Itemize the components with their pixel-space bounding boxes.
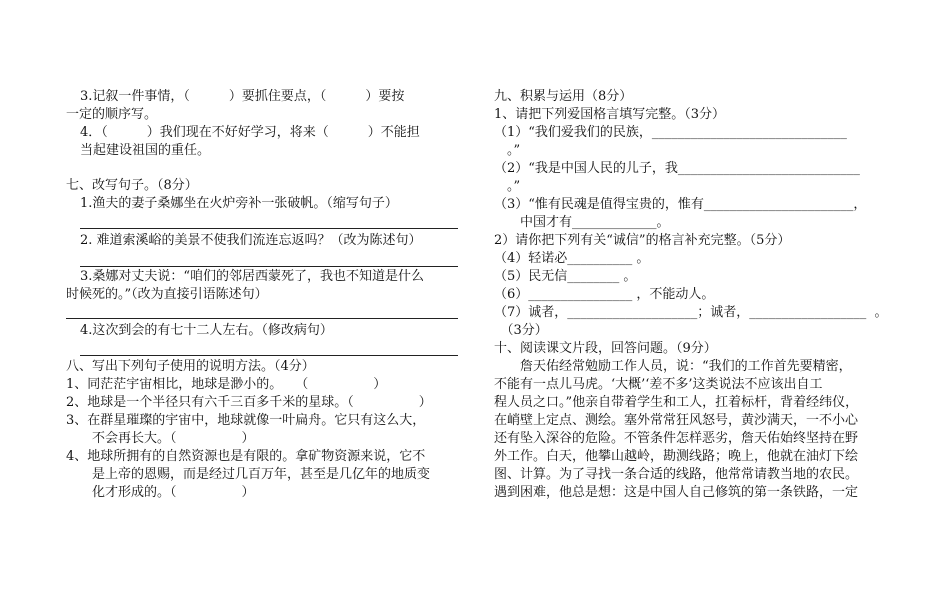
honesty-score: （3分） [494, 323, 548, 338]
passage-line-8: 遇到困难，他总是想：这是中国人自己修筑的第一条铁路，一定 [494, 485, 859, 500]
answer-line-4 [80, 355, 458, 356]
passage-line-3: 程人员之口。”他亲自带着学生和工人，扛着标杆，背着经纬仪， [494, 395, 859, 410]
passage-line-5: 还有坠入深谷的危险。不管条件怎样恶劣，詹天佑始终坚持在野 [494, 431, 859, 446]
rewrite-item-3-line-2: 时候死的。”（改为直接引语陈述句） [66, 287, 268, 302]
question-4-line-2: 当起建设祖国的重任。 [80, 143, 211, 158]
motto-item-2-end: 。” [494, 179, 521, 194]
section-9-title: 九、积累与运用（8分） [494, 89, 633, 104]
method-item-4-line-3: 化才形成的。（ ） [66, 485, 255, 500]
method-item-3-line-1: 3、在群星璀璨的宇宙中，地球就像一叶扁舟。它只有这么大， [66, 413, 426, 428]
answer-line-3 [66, 318, 458, 319]
passage-line-1: 詹天佑经常勉励工作人员，说：“我们的工作首先要精密， [494, 359, 852, 374]
motto-item-3-end: 中国才有_____________。 [494, 215, 670, 230]
rewrite-item-1: 1.渔夫的妻子桑娜坐在火炉旁补一张破帆。（缩写句子） [80, 196, 398, 211]
question-1-title: 1、请把下列爱国格言填写完整。（3分） [494, 107, 726, 122]
section-8-title: 八、写出下列句子使用的说明方法。（4分） [66, 359, 315, 374]
motto-item-3: （3）“惟有民魂是值得宝贵的，惟有_______________________， [494, 197, 867, 212]
question-4-line-1: 4．（ ）我们现在不好好学习，将来（ ）不能担 [80, 125, 420, 140]
method-item-2: 2、地球是一个半径只有六千三百多千米的星球。（ ） [66, 395, 432, 410]
passage-line-4: 在峭壁上定点、测绘。塞外常常狂风怒号，黄沙满天，一不小心 [494, 413, 859, 428]
passage-line-2: 不能有一点儿马虎。‘大概’‘差不多’这类说法不应该出自工 [494, 377, 823, 392]
honesty-item-7: （7）诚者，____________________；诚者，__________________ 。 [494, 305, 888, 320]
section-7-title: 七、改写句子。（8分） [66, 178, 198, 193]
question-3-line-1: 3.记叙一件事情，（ ）要抓住要点，（ ）要按 [80, 89, 405, 104]
question-3-line-2: 一定的顺序写。 [66, 107, 158, 122]
passage-line-7: 图、计算。为了寻找一条合适的线路，他常常请教当地的农民。 [494, 467, 859, 482]
method-item-4-line-1: 4、地球所拥有的自然资源也是有限的。拿矿物资源来说，它不 [66, 449, 426, 464]
method-item-4-line-2: 是上帝的恩赐，而是经过几百万年，甚至是几亿年的地质变 [66, 467, 431, 482]
question-2-title: 2）请你把下列有关“诚信”的格言补充完整。（5分） [494, 233, 791, 248]
method-item-1: 1、同茫茫宇宙相比，地球是渺小的。 （ ） [66, 377, 387, 392]
motto-item-2: （2）“我是中国人民的儿子，我____________________________ [494, 161, 860, 176]
motto-item-1: （1）“我们爱我们的民族，______________________________ [494, 125, 847, 140]
rewrite-item-4: 4.这次到会的有七十二人左右。（修改病句） [80, 323, 333, 338]
method-item-3-line-2: 不会再长大。（ ） [66, 431, 255, 446]
motto-item-1-end: 。” [494, 143, 521, 158]
answer-line-2 [80, 266, 458, 267]
passage-line-6: 外工作。白天，他攀山越岭，勘测线路；晚上，他就在油灯下绘 [494, 449, 859, 464]
rewrite-item-3-line-1: 3.桑娜对丈夫说：“咱们的邻居西蒙死了，我也不知道是什么 [80, 269, 425, 284]
honesty-item-5: （5）民无信________ 。 [494, 269, 637, 284]
honesty-item-4: （4）轻诺必__________ 。 [494, 251, 650, 266]
answer-line-1 [80, 228, 458, 229]
honesty-item-6: （6）________________ ，不能动人。 [494, 287, 715, 302]
rewrite-item-2: 2. 难道索溪峪的美景不使我们流连忘返吗？（改为陈述句） [80, 233, 422, 248]
section-10-title: 十、阅读课文片段，回答问题。（9分） [494, 341, 717, 356]
